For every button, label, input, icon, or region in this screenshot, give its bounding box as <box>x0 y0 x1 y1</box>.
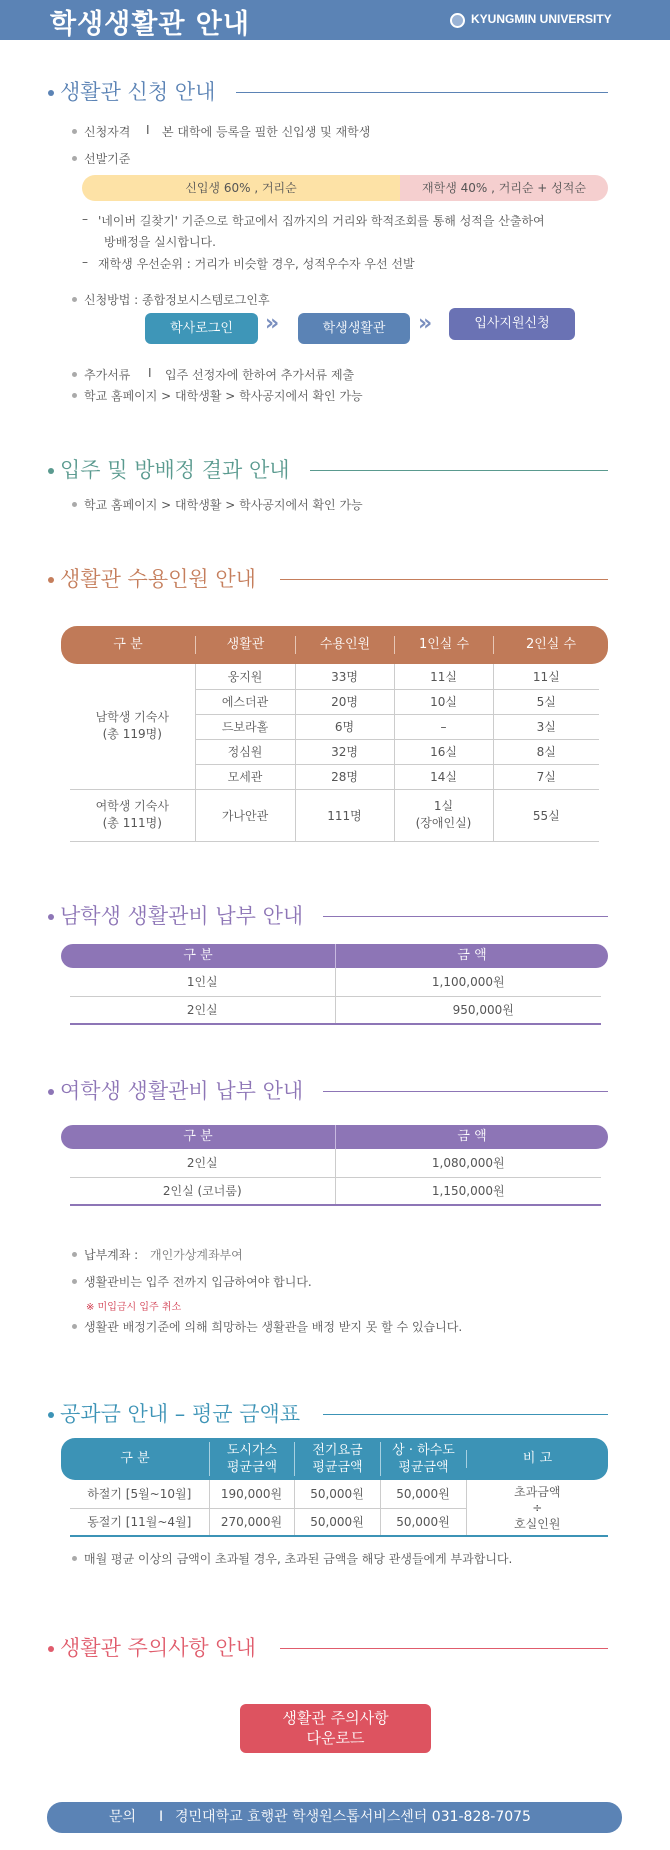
freshman-quota-bar: 신입생 60% , 거리순 <box>82 175 400 201</box>
section-utility-title: 공과금 안내 – 평균 금액표 <box>48 1400 608 1428</box>
payment-deadline: 생활관비는 입주 전까지 입금하여야 합니다. <box>84 1275 312 1289</box>
table-row: 남학생 기숙사 (총 119명) 웅지원 33명 11실 11실 <box>70 664 599 689</box>
university-name: KYUNGMIN UNIVERSITY <box>471 12 612 26</box>
senior-quota-bar: 재학생 40% , 거리순 + 성적순 <box>400 175 608 201</box>
table-row: 2인실 (코너룸) 1,150,000원 <box>70 1177 601 1205</box>
account-value: 개인가상계좌부여 <box>150 1248 243 1262</box>
table-row: 정심원 32명 16실 8실 <box>70 739 599 764</box>
eligibility-label: 신청자격 <box>84 125 131 139</box>
chevron-right-icon: » <box>265 311 274 336</box>
extra-docs-label: 추가서류 <box>84 368 131 382</box>
footer-contact-text: 경민대학교 효행관 학생원스톱서비스센터 031-828-7075 <box>175 1809 531 1825</box>
female-fee-table <box>70 1149 601 1206</box>
account-label: 납부계좌 : <box>84 1248 139 1262</box>
table-row: 동절기 [11월~4월] 270,000원 50,000원 50,000원 <box>70 1508 608 1536</box>
criteria-label: 선발기준 <box>84 152 131 166</box>
table-row: 1인실 1,100,000원 <box>70 968 601 996</box>
step-apply-submit: 입사지원신청 <box>449 308 575 340</box>
section-apply-title: 생활관 신청 안내 <box>48 78 608 106</box>
table-row: 모세관 28명 14실 7실 <box>70 764 599 789</box>
step-dormitory: 학생생활관 <box>298 313 410 344</box>
footer-label: 문의 <box>109 1809 137 1825</box>
apply-method-label: 신청방법 : 종합정보시스템로그인후 <box>84 293 270 307</box>
table-row: 드보라홀 6명 – 3실 <box>70 714 599 739</box>
extra-docs-text: 입주 선정자에 한하여 추가서류 제출 <box>165 368 355 382</box>
section-male-fee-title: 남학생 생활관비 납부 안내 <box>48 902 608 930</box>
utility-note: 매월 평균 이상의 금액이 초과될 경우, 초과된 금액을 해당 관생들에게 부과합니다. <box>84 1552 513 1566</box>
page-title: 학생생활관 안내 <box>50 9 250 40</box>
result-notice-path: 학교 홈페이지 > 대학생활 > 학사공지에서 확인 가능 <box>84 498 363 512</box>
section-bullet-icon <box>48 90 54 96</box>
table-row: 하절기 [5월~10월] 190,000원 50,000원 50,000원 초과금액 ÷ 호실인원 <box>70 1480 608 1508</box>
utility-table <box>70 1480 608 1537</box>
table-row: 에스더관 20명 10실 5실 <box>70 689 599 714</box>
page-header <box>0 0 670 40</box>
table-row: 여학생 기숙사 (총 111명) 가나안관 111명 1실 (장애인실) 55실 <box>70 789 599 841</box>
male-fee-table <box>70 968 601 1025</box>
criteria-note-1: '네이버 길찾기' 기준으로 학교에서 집까지의 거리와 학적조회를 통해 성적을 산출하여 <box>98 214 545 228</box>
footer-contact-bar: 문의 I 경민대학교 효행관 학생원스톱서비스센터 031-828-7075 <box>47 1802 622 1833</box>
eligibility-text: 본 대학에 등록을 필한 신입생 및 재학생 <box>162 125 371 139</box>
capacity-table <box>70 664 599 842</box>
table-row: 2인실 950,000원 <box>70 996 601 1024</box>
assignment-note: 생활관 배정기준에 의해 희망하는 생활관을 배정 받지 못 할 수 있습니다. <box>84 1320 463 1334</box>
section-capacity-title: 생활관 수용인원 안내 <box>48 565 608 593</box>
step-academic-login: 학사로그인 <box>145 313 258 344</box>
notice-path: 학교 홈페이지 > 대학생활 > 학사공지에서 확인 가능 <box>84 389 363 403</box>
university-logo-icon <box>450 13 465 28</box>
criteria-note-2: 재학생 우선순위 : 거리가 비슷할 경우, 성적우수자 우선 선발 <box>98 257 415 271</box>
section-caution-title: 생활관 주의사항 안내 <box>48 1634 608 1662</box>
chevron-right-icon: » <box>418 311 427 336</box>
section-result-title: 입주 및 방배정 결과 안내 <box>48 456 608 484</box>
section-female-fee-title: 여학생 생활관비 납부 안내 <box>48 1077 608 1105</box>
table-row: 2인실 1,080,000원 <box>70 1149 601 1177</box>
caution-download-button[interactable]: 생활관 주의사항 다운로드 <box>240 1704 431 1753</box>
unpaid-warning: ※ 미입금시 입주 취소 <box>86 1302 182 1313</box>
